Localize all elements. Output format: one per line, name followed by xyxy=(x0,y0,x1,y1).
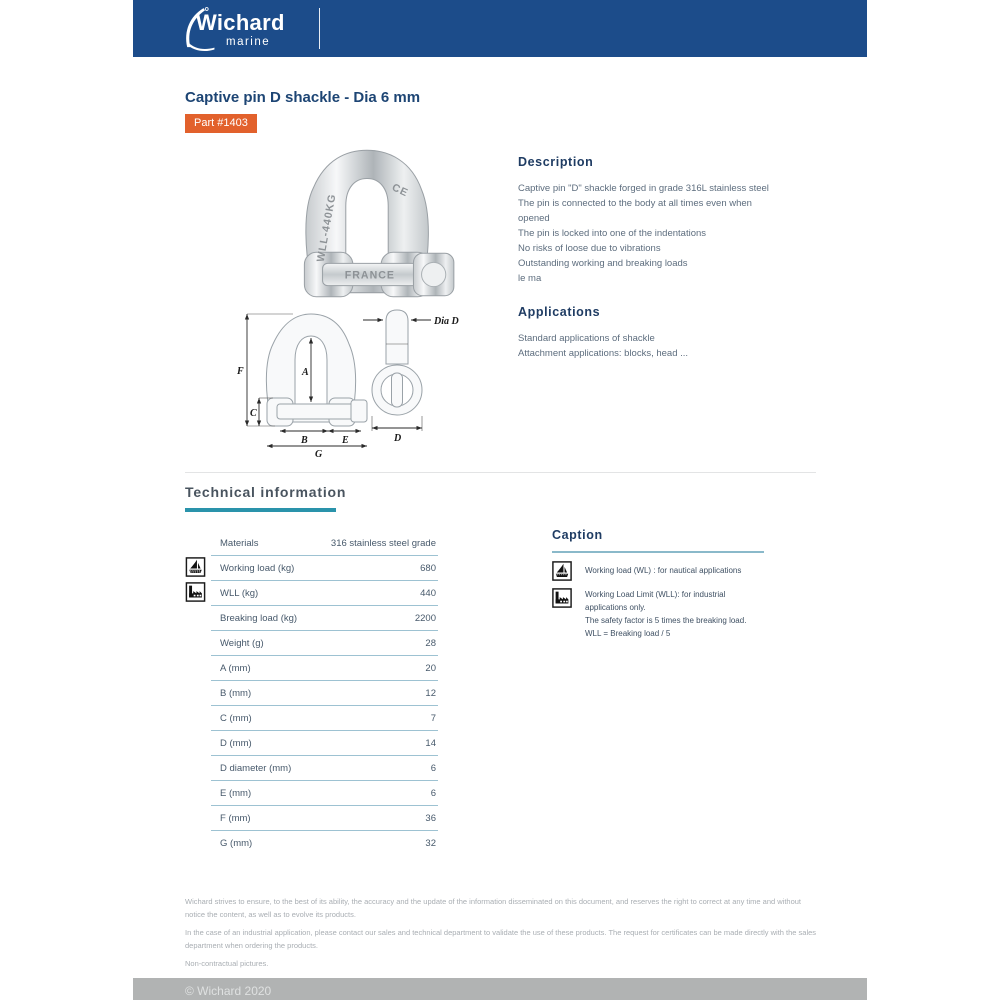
row-label: Breaking load (kg) xyxy=(220,612,298,624)
engraving-ce: CE xyxy=(389,181,411,200)
caption-heading-rule xyxy=(552,551,764,553)
header-divider xyxy=(319,8,320,49)
description-text xyxy=(518,181,769,286)
row-value: 316 stainless steel grade xyxy=(330,537,436,549)
table-row xyxy=(211,731,438,756)
product-photo-shackle xyxy=(266,141,468,306)
part-number-badge: Part #1403 xyxy=(185,114,257,133)
technical-table xyxy=(211,531,438,856)
disclaimer-paragraph: Non-contractual pictures. xyxy=(185,959,269,968)
table-row xyxy=(211,656,438,681)
section-divider xyxy=(185,472,816,473)
sailboat-icon xyxy=(185,557,206,577)
table-row xyxy=(211,681,438,706)
dim-label-g: G xyxy=(315,449,323,458)
factory-icon xyxy=(185,582,206,602)
description-heading: Description xyxy=(518,155,594,169)
copyright-text: © Wichard 2020 xyxy=(185,984,272,998)
table-row xyxy=(211,706,438,731)
description-line: Captive pin "D" shackle forged in grade 316L stainless steel xyxy=(518,183,769,194)
footer-bar xyxy=(133,978,867,1000)
row-value: 680 xyxy=(420,562,436,574)
table-row xyxy=(211,631,438,656)
row-label: Working load (kg) xyxy=(220,562,295,574)
row-value: 6 xyxy=(430,762,436,774)
row-value: 7 xyxy=(430,712,436,724)
dim-label-c: C xyxy=(250,408,257,419)
table-row xyxy=(211,781,438,806)
dimension-drawing xyxy=(231,300,459,458)
applications-line: Attachment applications: blocks, head ... xyxy=(518,348,689,359)
row-value: 32 xyxy=(425,838,436,849)
engraving-wll: WLL-440KG xyxy=(314,192,339,263)
description-line: Outstanding working and breaking loads xyxy=(518,258,688,269)
wichard-logo xyxy=(179,3,349,55)
row-label: B (mm) xyxy=(220,687,252,699)
row-value: 14 xyxy=(425,737,436,749)
description-line: The pin is connected to the body at all times even when xyxy=(518,198,752,209)
header-bar xyxy=(133,0,867,57)
table-row xyxy=(211,606,438,631)
table-row xyxy=(211,831,438,856)
caption-heading: Caption xyxy=(552,528,603,542)
row-value: 12 xyxy=(425,687,436,699)
table-row xyxy=(211,556,438,581)
caption-item-working-load xyxy=(552,561,785,581)
row-label: C (mm) xyxy=(220,712,252,724)
table-row xyxy=(211,806,438,831)
dim-label-dia-d: Dia D xyxy=(434,316,459,327)
row-value: 28 xyxy=(425,637,436,649)
caption-line: Working Load Limit (WLL): for industrial xyxy=(585,590,726,599)
table-row xyxy=(211,531,438,556)
dim-label-a: A xyxy=(302,367,309,378)
row-value: 6 xyxy=(430,787,436,799)
legal-disclaimer xyxy=(185,896,819,977)
disclaimer-paragraph: Wichard strives to ensure, to the best of its ability, the accuracy and the update of the information disseminated on this document, and reserves the right to correct at any time and without notice the content, as well as to evolve its products. xyxy=(185,897,802,919)
engraving-france: FRANCE xyxy=(344,269,395,282)
row-label: D (mm) xyxy=(220,737,252,749)
row-label: Materials xyxy=(220,537,259,549)
datasheet-page xyxy=(133,0,867,1000)
description-line: No risks of loose due to vibrations xyxy=(518,243,661,254)
table-row xyxy=(211,756,438,781)
dim-label-d: D xyxy=(394,433,402,444)
caption-line: WLL = Breaking load / 5 xyxy=(585,629,671,638)
brand-name: Wichard xyxy=(196,10,285,35)
applications-text xyxy=(518,331,688,361)
technical-heading-rule xyxy=(185,508,336,512)
row-value: 20 xyxy=(425,662,436,674)
row-value: 440 xyxy=(420,587,436,599)
caption-line: Working load (WL) : for nautical applications xyxy=(585,566,742,575)
dim-label-b: B xyxy=(301,435,308,446)
description-line: opened xyxy=(518,213,550,224)
brand-subname: marine xyxy=(226,36,271,48)
row-label: D diameter (mm) xyxy=(220,762,292,774)
technical-info-heading: Technical information xyxy=(185,484,347,500)
row-label: WLL (kg) xyxy=(220,587,259,599)
factory-icon xyxy=(552,588,572,608)
caption-item-wll xyxy=(552,588,785,640)
dim-label-e: E xyxy=(342,435,349,446)
row-label: E (mm) xyxy=(220,787,252,799)
applications-line: Standard applications of shackle xyxy=(518,333,655,344)
caption-line: The safety factor is 5 times the breaking load. xyxy=(585,616,747,625)
sailboat-icon xyxy=(552,561,572,581)
caption-line: applications only. xyxy=(585,603,646,612)
description-line: le ma xyxy=(518,273,542,284)
applications-heading: Applications xyxy=(518,305,601,319)
row-value: 36 xyxy=(425,812,436,824)
row-label: A (mm) xyxy=(220,662,251,674)
row-value: 2200 xyxy=(414,612,436,624)
row-label: F (mm) xyxy=(220,812,251,824)
disclaimer-paragraph: In the case of an industrial application, please contact our sales and technical department to validate the use of these products. The request for certificates can be made directly with the sales department when ordering the products. xyxy=(185,928,817,950)
dim-label-f: F xyxy=(237,366,244,377)
row-label: Weight (g) xyxy=(220,637,264,649)
row-label: G (mm) xyxy=(220,838,253,849)
page-title: Captive pin D shackle - Dia 6 mm xyxy=(185,89,421,106)
table-row xyxy=(211,581,438,606)
description-line: The pin is locked into one of the indentations xyxy=(518,228,707,239)
